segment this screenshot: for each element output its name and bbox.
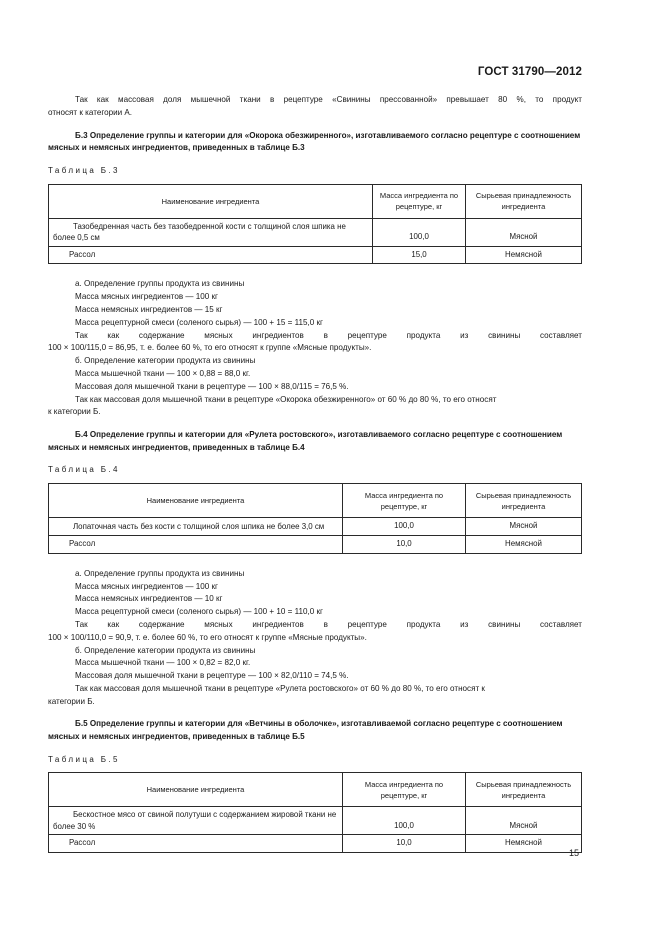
b3-conclusion-line-2: к категории Б. [48, 407, 101, 417]
b4-step-b: б. Определение категории продукта из свинины [75, 645, 256, 655]
b3-meat-share-line-1: Так как содержание мясных ингредиентов в рецептуре продукта из свинины составляет [75, 330, 582, 340]
cell-origin: Немясной [466, 835, 582, 853]
col-header-name: Наименование ингредиента [49, 184, 373, 218]
col-header-origin: Сырьевая принадлежность ингредиента [466, 484, 582, 518]
cell-mass: 10,0 [343, 835, 466, 853]
table-b4 [48, 483, 582, 554]
intro-line-1: Так как массовая доля мышечной ткани в рецептуре «Свинины прессованной» превышает 80 %, то продукт [75, 95, 582, 104]
intro-line-2: относят к категории А. [48, 107, 133, 117]
cell-mass: 100,0 [343, 807, 466, 835]
cell-name: Тазобедренная часть без тазобедренной кости с толщиной слоя шпика не более 0,5 см [49, 218, 373, 246]
cell-name: Лопаточная часть без кости с толщиной слоя шпика не более 3,0 см [49, 518, 343, 536]
table-b5 [48, 772, 582, 853]
cell-name: Бескостное мясо от свиной полутуши с содержанием жировой ткани не более 30 % [49, 807, 343, 835]
b3-step-a: а. Определение группы продукта из свинины [75, 279, 245, 289]
section-b5-heading: Б.5 Определение группы и категории для «Ветчины в оболочке», изготавливаемой согласно рецептуре с соотношением мясных и немясных ингредиентов, приведенных в таблице Б.5 [48, 719, 563, 742]
table-row [49, 807, 582, 835]
b3-meat-share-line-2: 100 × 100/115,0 = 86,95, т. е. более 60 %, то его относят к группе «Мясные продукты». [48, 343, 372, 353]
cell-name: Рассол [49, 246, 373, 264]
table-row [49, 518, 582, 536]
cell-mass: 100,0 [373, 218, 466, 246]
b4-mix-mass: Масса рецептурной смеси (соленого сырья) — 100 + 10 = 110,0 кг [75, 607, 324, 617]
b4-meat-share-line-2: 100 × 100/110,0 = 90,9, т. е. более 60 %, то его относят к группе «Мясные продукты». [48, 632, 367, 642]
cell-origin: Мясной [466, 518, 582, 536]
table-row [49, 218, 582, 246]
b4-conclusion-line-1: Так как массовая доля мышечной ткани в рецептуре «Рулета ростовского» от 60 % до 80 %, то его относят к [75, 683, 485, 693]
b3-muscle-mass: Масса мышечной ткани — 100 × 0,88 = 88,0 кг. [75, 368, 251, 378]
table-b3-caption: Таблица Б.3 [48, 165, 120, 175]
cell-origin: Мясной [466, 807, 582, 835]
b4-step-a: а. Определение группы продукта из свинины [75, 568, 245, 578]
table-row [49, 535, 582, 553]
table-row [49, 835, 582, 853]
cell-name: Рассол [49, 835, 343, 853]
col-header-mass: Масса ингредиента по рецептуре, кг [343, 773, 466, 807]
b3-step-b: б. Определение категории продукта из свинины [75, 356, 256, 366]
document-id: ГОСТ 31790—2012 [477, 66, 582, 78]
b3-conclusion-line-1: Так как массовая доля мышечной ткани в рецептуре «Окорока обезжиренного» от 60 % до 80 %, то его относят [75, 394, 497, 404]
table-b4-caption: Таблица Б.4 [48, 465, 120, 475]
b4-meat-share-line-1: Так как содержание мясных ингредиентов в рецептуре продукта из свинины составляет [75, 619, 582, 629]
cell-origin: Мясной [466, 218, 582, 246]
page-body [48, 94, 582, 853]
table-b3 [48, 184, 582, 265]
cell-origin: Немясной [466, 535, 582, 553]
b4-muscle-share: Массовая доля мышечной ткани в рецептуре — 100 × 82,0/110 = 74,5 %. [75, 671, 349, 681]
col-header-mass: Масса ингредиента по рецептуре, кг [373, 184, 466, 218]
section-b3-heading: Б.3 Определение группы и категории для «Окорока обезжиренного», изготавливаемого согласно рецептуре с соотношением мясных и немясных ингредиентов, приведенных в таблице Б.3 [48, 130, 581, 153]
table-row [49, 246, 582, 264]
b4-nonmeat-mass: Масса немясных ингредиентов — 10 кг [75, 594, 223, 604]
col-header-name: Наименование ингредиента [49, 484, 343, 518]
b4-conclusion-line-2: категории Б. [48, 696, 95, 706]
b3-mix-mass: Масса рецептурной смеси (соленого сырья) — 100 + 15 = 115,0 кг [75, 317, 324, 327]
col-header-mass: Масса ингредиента по рецептуре, кг [343, 484, 466, 518]
cell-mass: 10,0 [343, 535, 466, 553]
col-header-origin: Сырьевая принадлежность ингредиента [466, 184, 582, 218]
b3-nonmeat-mass: Масса немясных ингредиентов — 15 кг [75, 304, 223, 314]
page-number: 15 [568, 848, 579, 858]
col-header-origin: Сырьевая принадлежность ингредиента [466, 773, 582, 807]
col-header-name: Наименование ингредиента [49, 773, 343, 807]
b3-muscle-share: Массовая доля мышечной ткани в рецептуре — 100 × 88,0/115 = 76,5 %. [75, 381, 349, 391]
section-b4-heading: Б.4 Определение группы и категории для «Рулета ростовского», изготавливаемого согласно рецептуре с соотношением мясных и немясных ингредиентов, приведенных в таблице Б.4 [48, 430, 563, 452]
cell-name: Рассол [49, 535, 343, 553]
cell-mass: 100,0 [343, 518, 466, 536]
b3-meat-mass: Масса мясных ингредиентов — 100 кг [75, 292, 218, 302]
table-b5-caption: Таблица Б.5 [48, 754, 120, 764]
b4-meat-mass: Масса мясных ингредиентов — 100 кг [75, 581, 218, 591]
cell-origin: Немясной [466, 246, 582, 264]
cell-mass: 15,0 [373, 246, 466, 264]
b4-muscle-mass: Масса мышечной ткани — 100 × 0,82 = 82,0 кг. [75, 658, 251, 668]
